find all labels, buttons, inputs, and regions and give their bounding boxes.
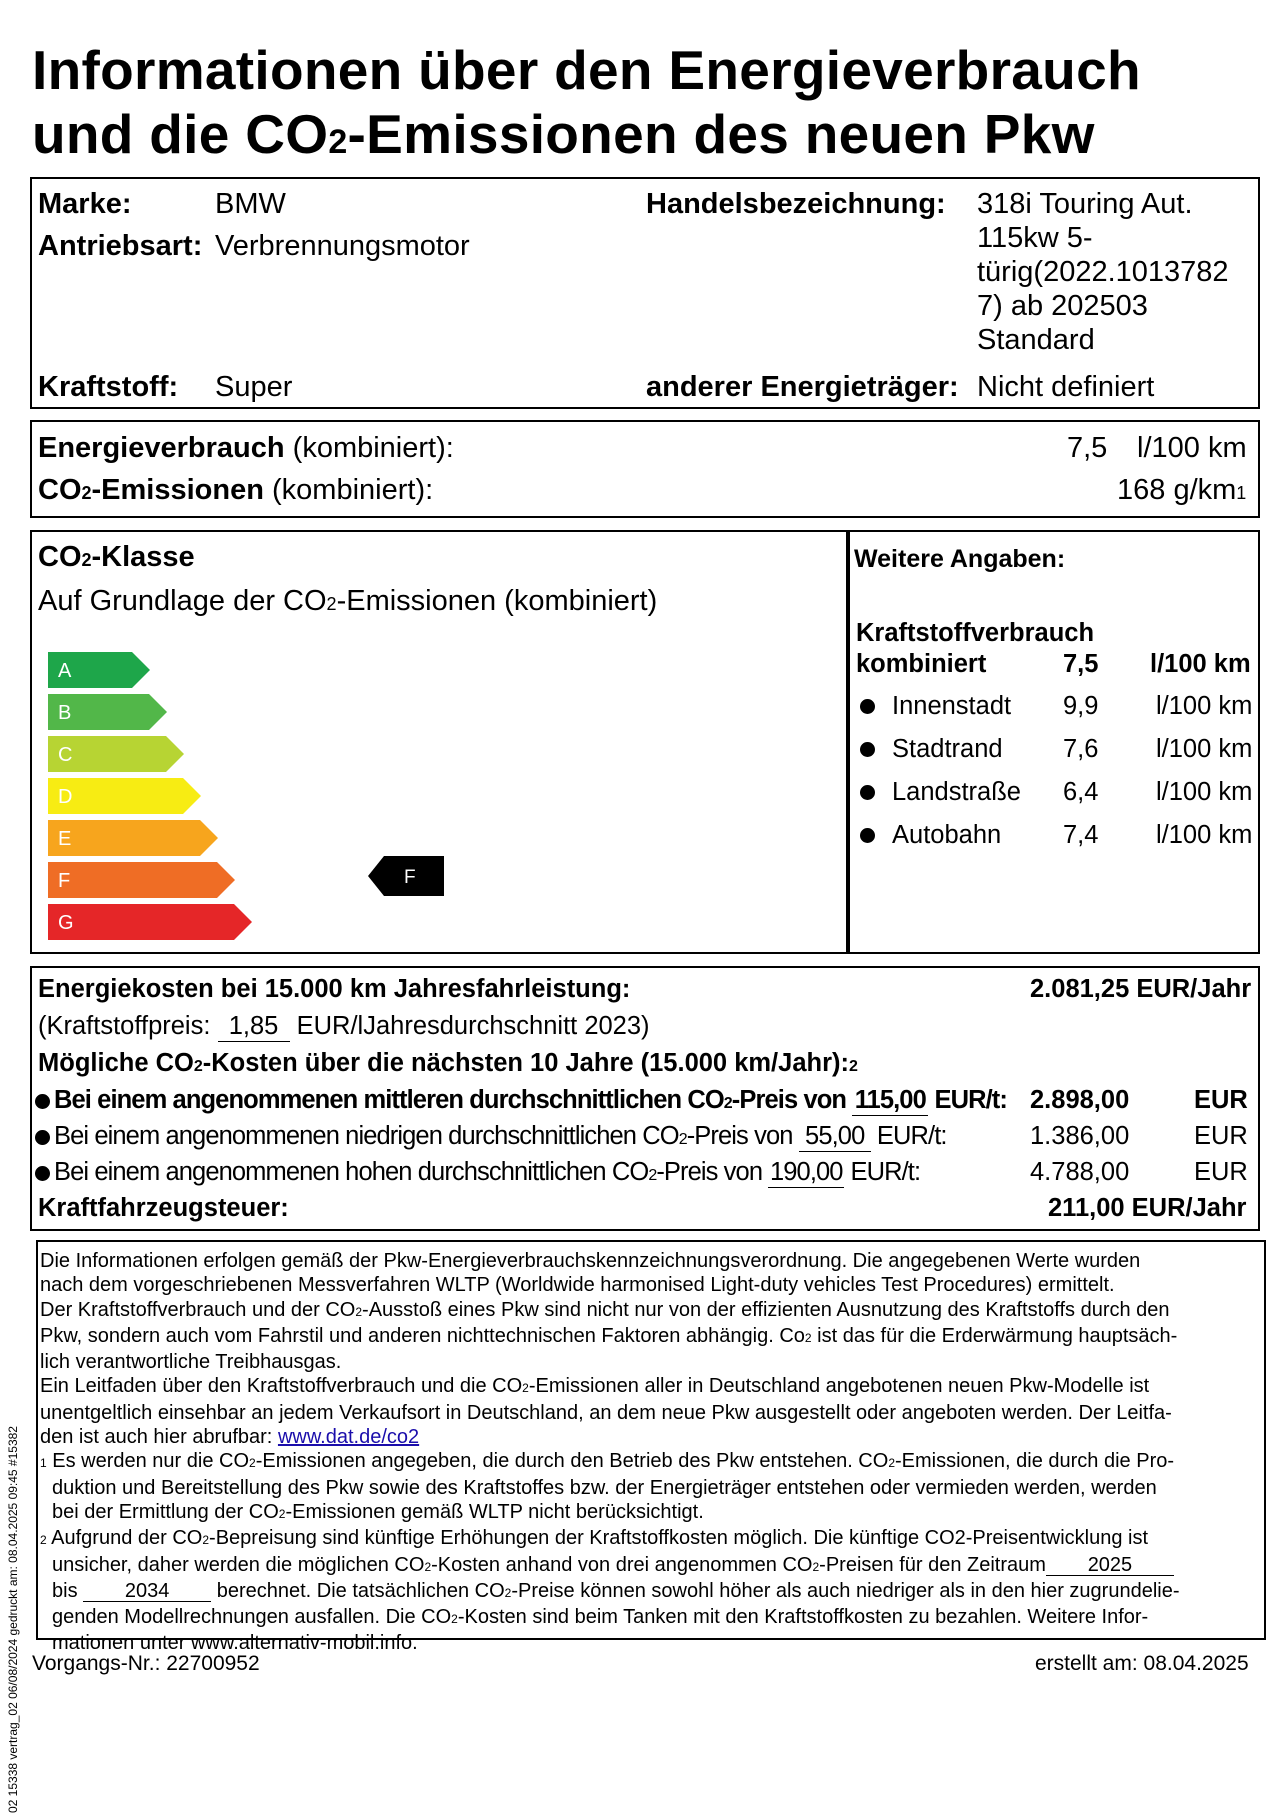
kv-unit: l/100 km: [1150, 650, 1251, 678]
row-unit: l/100 km: [1156, 692, 1253, 720]
year-to: 2034: [83, 1581, 211, 1602]
erstellt-am: erstellt am: 08.04.2025: [1035, 1652, 1249, 1675]
note-line: unentgeltlich einsehbar an jedem Verkaufsort in Deutschland, an dem neue Pkw ausgestellt oder angeboten werden. Der Leitfa-: [40, 1401, 1172, 1424]
energy-unit: l/100 km: [1137, 432, 1247, 464]
co2-label: [38, 473, 433, 510]
kraftstoff-label: Kraftstoff:: [38, 371, 179, 403]
note-sub: 2: [355, 1304, 363, 1319]
title-line-1: Informationen über den Energieverbrauch: [32, 39, 1141, 101]
row-label: Stadtrand: [892, 735, 1003, 763]
weitere-row: [856, 777, 1256, 807]
class-letter-b: B: [58, 702, 72, 724]
row-value: 1.386,00: [1030, 1122, 1130, 1150]
row-unit: EUR: [1194, 1158, 1248, 1186]
moeglich-line: [38, 1048, 858, 1082]
co2-class-heading: [38, 540, 195, 577]
row-text-a: Bei einem angenommenen mittleren durchschnittlichen CO: [54, 1086, 724, 1114]
note-part: -Kosten sind beim Tanken mit den Kraftstoffkosten zu bezahlen. Weitere Infor-: [457, 1606, 1149, 1629]
note-part: bei der Ermittlung der CO: [52, 1500, 279, 1523]
kraftstoff-value: Super: [215, 371, 293, 403]
class-letter-a: A: [58, 660, 72, 682]
note-part: Aufgrund der CO: [51, 1527, 203, 1550]
bullet-icon: [860, 785, 875, 800]
note-part: Der Kraftstoffverbrauch und der CO: [40, 1298, 356, 1321]
preis-pre: (Kraftstoffpreis:: [38, 1012, 211, 1040]
vehicle-box: [30, 177, 1260, 409]
co2-a: CO: [38, 474, 82, 506]
co2-footnote: 1: [1236, 483, 1247, 503]
steuer-label: Kraftfahrzeugsteuer:: [38, 1194, 289, 1222]
note-sub: 2: [812, 1559, 820, 1574]
note-part: -Emissionen, die durch die Pro-: [895, 1450, 1175, 1473]
co2-basis-a: Auf Grundlage der CO: [38, 585, 327, 617]
row-unit: l/100 km: [1156, 735, 1253, 763]
weitere-row: [856, 734, 1256, 764]
kv-line1: Kraftstoffverbrauch: [856, 619, 1095, 647]
note-part: Pkw, sondern auch vom Fahrstil und anderen nichttechnischen Faktoren abhängig. Co: [40, 1324, 805, 1347]
row-unit: EUR: [1194, 1086, 1248, 1114]
bullet-icon: [35, 1094, 50, 1109]
note-part: -Preisen für den Zeitraum: [819, 1553, 1046, 1576]
preis-post: EUR/lJahresdurchschnitt 2023): [296, 1012, 650, 1040]
class-letter-d: D: [58, 786, 73, 808]
note-part: -Emissionen gemäß WLTP nicht berücksichtigt.: [285, 1500, 704, 1523]
note-sub: 2: [504, 1585, 512, 1600]
note-num: 1: [40, 1456, 47, 1471]
steuer-value: 211,00 EUR/Jahr: [1048, 1194, 1247, 1222]
note-line: Die Informationen erfolgen gemäß der Pkw-Energieverbrauchskennzeichnungsverordnung. Die angegebenen Werte wurden: [40, 1250, 1141, 1272]
note-line: [40, 1579, 1180, 1605]
note-sub: 2: [278, 1506, 286, 1521]
class-letter-e: E: [58, 828, 72, 850]
note-sub: 2: [888, 1456, 895, 1471]
note-line: [40, 1605, 1180, 1631]
title-sub: 2: [328, 123, 348, 161]
note-line: lich verantwortliche Treibhausgas.: [40, 1351, 342, 1374]
row-price: 55,00: [799, 1121, 871, 1152]
note-part: -Preise können sowohl höher als auch niedriger als in den hier zugrundelie-: [511, 1579, 1180, 1602]
kv-line2: kombiniert: [856, 650, 987, 678]
note-sub: 2: [202, 1533, 210, 1548]
energy-value: 7,5: [1067, 432, 1108, 464]
handel-line: 115kw 5-: [977, 222, 1093, 254]
note-line: [40, 1553, 1180, 1579]
handel-line: 318i Touring Aut.: [977, 188, 1193, 220]
note-part: berechnet. Die tatsächlichen CO: [216, 1579, 505, 1602]
title-line-2: [32, 102, 1141, 174]
bullet-icon: [860, 699, 875, 714]
row-value: 7,6: [1063, 735, 1099, 763]
kraftstoffpreis-line: [38, 1011, 650, 1042]
co2-class-basis: [38, 584, 657, 621]
co2-basis-b: -Emissionen (kombiniert): [336, 585, 658, 617]
row-text-b: -Preis von: [731, 1086, 847, 1114]
row-price: 190,00: [769, 1158, 843, 1186]
row-post: EUR/t:: [850, 1158, 921, 1186]
side-print-info: 02 15338 vertrag_02 06/08/2024 gedruckt am: 08.04.2025 09:45 #15382: [6, 1426, 20, 1813]
row-value: 2.898,00: [1030, 1086, 1130, 1114]
weitere-heading: Weitere Angaben:: [854, 545, 1066, 573]
note-part: -Kosten anhand von drei angenommen CO: [431, 1553, 813, 1576]
note-sub: 2: [424, 1559, 432, 1574]
row-unit: EUR: [1194, 1122, 1248, 1150]
co2-value: [1117, 473, 1246, 510]
costs-box: [30, 966, 1260, 1231]
note-part: den ist auch hier abrufbar:: [40, 1426, 273, 1449]
moeglich-sub: 2: [193, 1058, 203, 1075]
preis-value: 1,85: [218, 1011, 290, 1042]
handel-line: türig(2022.1013782: [977, 256, 1229, 288]
co2-sub: 2: [81, 483, 92, 503]
kv-value: 7,5: [1063, 650, 1099, 678]
co2-value-text: 168 g/km: [1117, 474, 1237, 506]
note-part: unsicher, daher werden die möglichen CO: [52, 1553, 425, 1576]
row-unit: l/100 km: [1156, 821, 1253, 849]
row-value: 7,4: [1063, 821, 1099, 849]
class-letter-f: F: [58, 870, 71, 892]
marke-label: Marke:: [38, 188, 132, 220]
note-line: duktion und Bereitstellung des Pkw sowie des Kraftstoffes bzw. der Energieträger entstehen oder vermieden werden, werden: [52, 1476, 1157, 1499]
weitere-row: [856, 820, 1256, 850]
moeglich-b: -Kosten über die nächsten 10 Jahre (15.000 km/Jahr):: [202, 1049, 849, 1077]
handel-label: Handelsbezeichnung:: [646, 188, 946, 220]
note-part: bis: [52, 1579, 78, 1602]
row-label: Innenstadt: [892, 692, 1012, 720]
co2-class-box: [30, 530, 850, 954]
row-text-b: -Preis von: [656, 1158, 763, 1186]
note-line: [40, 1500, 1180, 1526]
class-letter-g: G: [58, 912, 74, 934]
row-unit: l/100 km: [1156, 778, 1253, 806]
class-arrow-e: [48, 820, 218, 856]
co2-class-heading-a: CO: [38, 541, 82, 573]
bullet-icon: [860, 828, 875, 843]
energy-label: [38, 431, 454, 465]
row-text-a: Bei einem angenommenen hohen durchschnittlichen CO: [54, 1158, 649, 1186]
note-line: [40, 1526, 1180, 1552]
note-line: [40, 1298, 1180, 1324]
consumption-box: [30, 420, 1260, 518]
dat-link[interactable]: www.dat.de/co2: [277, 1426, 420, 1449]
note-line: [40, 1425, 1180, 1449]
row-label: Landstraße: [892, 778, 1021, 806]
note-line: [40, 1374, 1180, 1400]
note-sub: 2: [249, 1456, 256, 1471]
note-part: -Emissionen angegeben, die durch den Betrieb des Pkw entstehen. CO: [255, 1450, 889, 1473]
weitere-box: [846, 530, 1260, 954]
handel-line: Standard: [977, 324, 1095, 356]
row-sub: 2: [648, 1167, 657, 1184]
title-line-2-b: -Emissionen des neuen Pkw: [347, 103, 1095, 165]
class-arrow-g: [48, 904, 252, 940]
note-line: nach dem vorgeschriebenen Messverfahren WLTP (Worldwide harmonised Light-duty vehicles Test Procedures) ermittelt.: [40, 1274, 1115, 1297]
bullet-icon: [35, 1130, 50, 1145]
antrieb-label: Antriebsart:: [38, 230, 203, 262]
row-post: EUR/t:: [934, 1086, 1007, 1114]
row-sub: 2: [723, 1095, 732, 1112]
antrieb-value: Verbrennungsmotor: [215, 230, 470, 262]
note-num: 2: [40, 1533, 47, 1548]
weitere-row: [856, 691, 1256, 721]
co2-basis-sub: 2: [326, 594, 337, 614]
row-text: [54, 1157, 920, 1191]
current-class-letter: F: [404, 867, 416, 888]
note-part: -Bepreisung sind künftige Erhöhungen der Kraftstoffkosten möglich. Die künftige CO2-Preisentwicklung ist: [209, 1527, 1149, 1550]
title-line-2-a: und die CO: [32, 103, 329, 165]
note-sub: 2: [451, 1612, 458, 1627]
row-post: EUR/t:: [876, 1122, 947, 1150]
energietraeger-label: anderer Energieträger:: [646, 371, 959, 403]
class-letter-c: C: [58, 744, 73, 766]
note-line: mationen unter www.alternativ-mobil.info.: [52, 1632, 418, 1655]
energietraeger-value: Nicht definiert: [977, 371, 1155, 403]
class-arrow-f: [48, 862, 235, 898]
row-price: 115,00: [852, 1085, 928, 1116]
bullet-icon: [35, 1166, 50, 1181]
footnotes-text: [40, 1249, 1180, 1656]
marke-value: BMW: [215, 188, 286, 220]
moeglich-footnote: 2: [849, 1058, 858, 1075]
energy-label-rest: (kombiniert):: [284, 432, 454, 464]
co2-class-scale: [32, 642, 848, 942]
row-value: 9,9: [1063, 692, 1099, 720]
footnotes-box: [36, 1240, 1266, 1655]
row-text: [54, 1085, 1007, 1119]
row-text: [54, 1121, 947, 1155]
co2-cost-row: [32, 1157, 1258, 1189]
row-text-b: -Preis von: [686, 1122, 793, 1150]
moeglich-a: Mögliche CO: [38, 1049, 194, 1077]
co2-cost-row: [32, 1121, 1258, 1153]
note-part: -Emissionen aller in Deutschland angebotenen neuen Pkw-Modelle ist: [528, 1375, 1150, 1398]
handel-line: 7) ab 202503: [977, 290, 1148, 322]
note-sub: 2: [804, 1330, 812, 1345]
note-line: [40, 1324, 1180, 1350]
handel-value: [977, 187, 1229, 357]
row-text-a: Bei einem angenommenen niedrigen durchschnittlichen CO: [54, 1122, 679, 1150]
note-sub: 2: [522, 1381, 529, 1396]
note-part: -Ausstoß eines Pkw sind nicht nur von der effizienten Ausnutzung des Kraftstoffs durch den: [362, 1298, 1170, 1321]
year-from: 2025: [1046, 1555, 1174, 1576]
row-label: Autobahn: [892, 821, 1002, 849]
bullet-icon: [860, 742, 875, 757]
co2-b: -Emissionen: [91, 474, 264, 506]
vorgang-nr: Vorgangs-Nr.: 22700952: [32, 1652, 260, 1675]
note-part: genden Modellrechnungen ausfallen. Die CO: [52, 1606, 452, 1629]
note-part: ist das für die Erderwärmung hauptsäch-: [811, 1324, 1178, 1347]
row-sub: 2: [678, 1131, 687, 1148]
co2-cost-row: [32, 1085, 1258, 1117]
co2-class-heading-b: -Klasse: [91, 541, 195, 573]
co2-class-heading-sub: 2: [81, 550, 92, 570]
energiekosten-label: Energiekosten bei 15.000 km Jahresfahrleistung:: [38, 975, 631, 1003]
note-part: Ein Leitfaden über den Kraftstoffverbrauch und die CO: [40, 1375, 523, 1398]
note-line: [40, 1449, 1180, 1475]
note-part: Es werden nur die CO: [52, 1450, 250, 1473]
row-value: 4.788,00: [1030, 1158, 1130, 1186]
page-title: [32, 38, 1141, 174]
energiekosten-value: 2.081,25 EUR/Jahr: [1030, 975, 1252, 1003]
energy-label-bold: Energieverbrauch: [38, 432, 285, 464]
co2-rest: (kombiniert):: [263, 474, 434, 506]
row-value: 6,4: [1063, 778, 1099, 806]
